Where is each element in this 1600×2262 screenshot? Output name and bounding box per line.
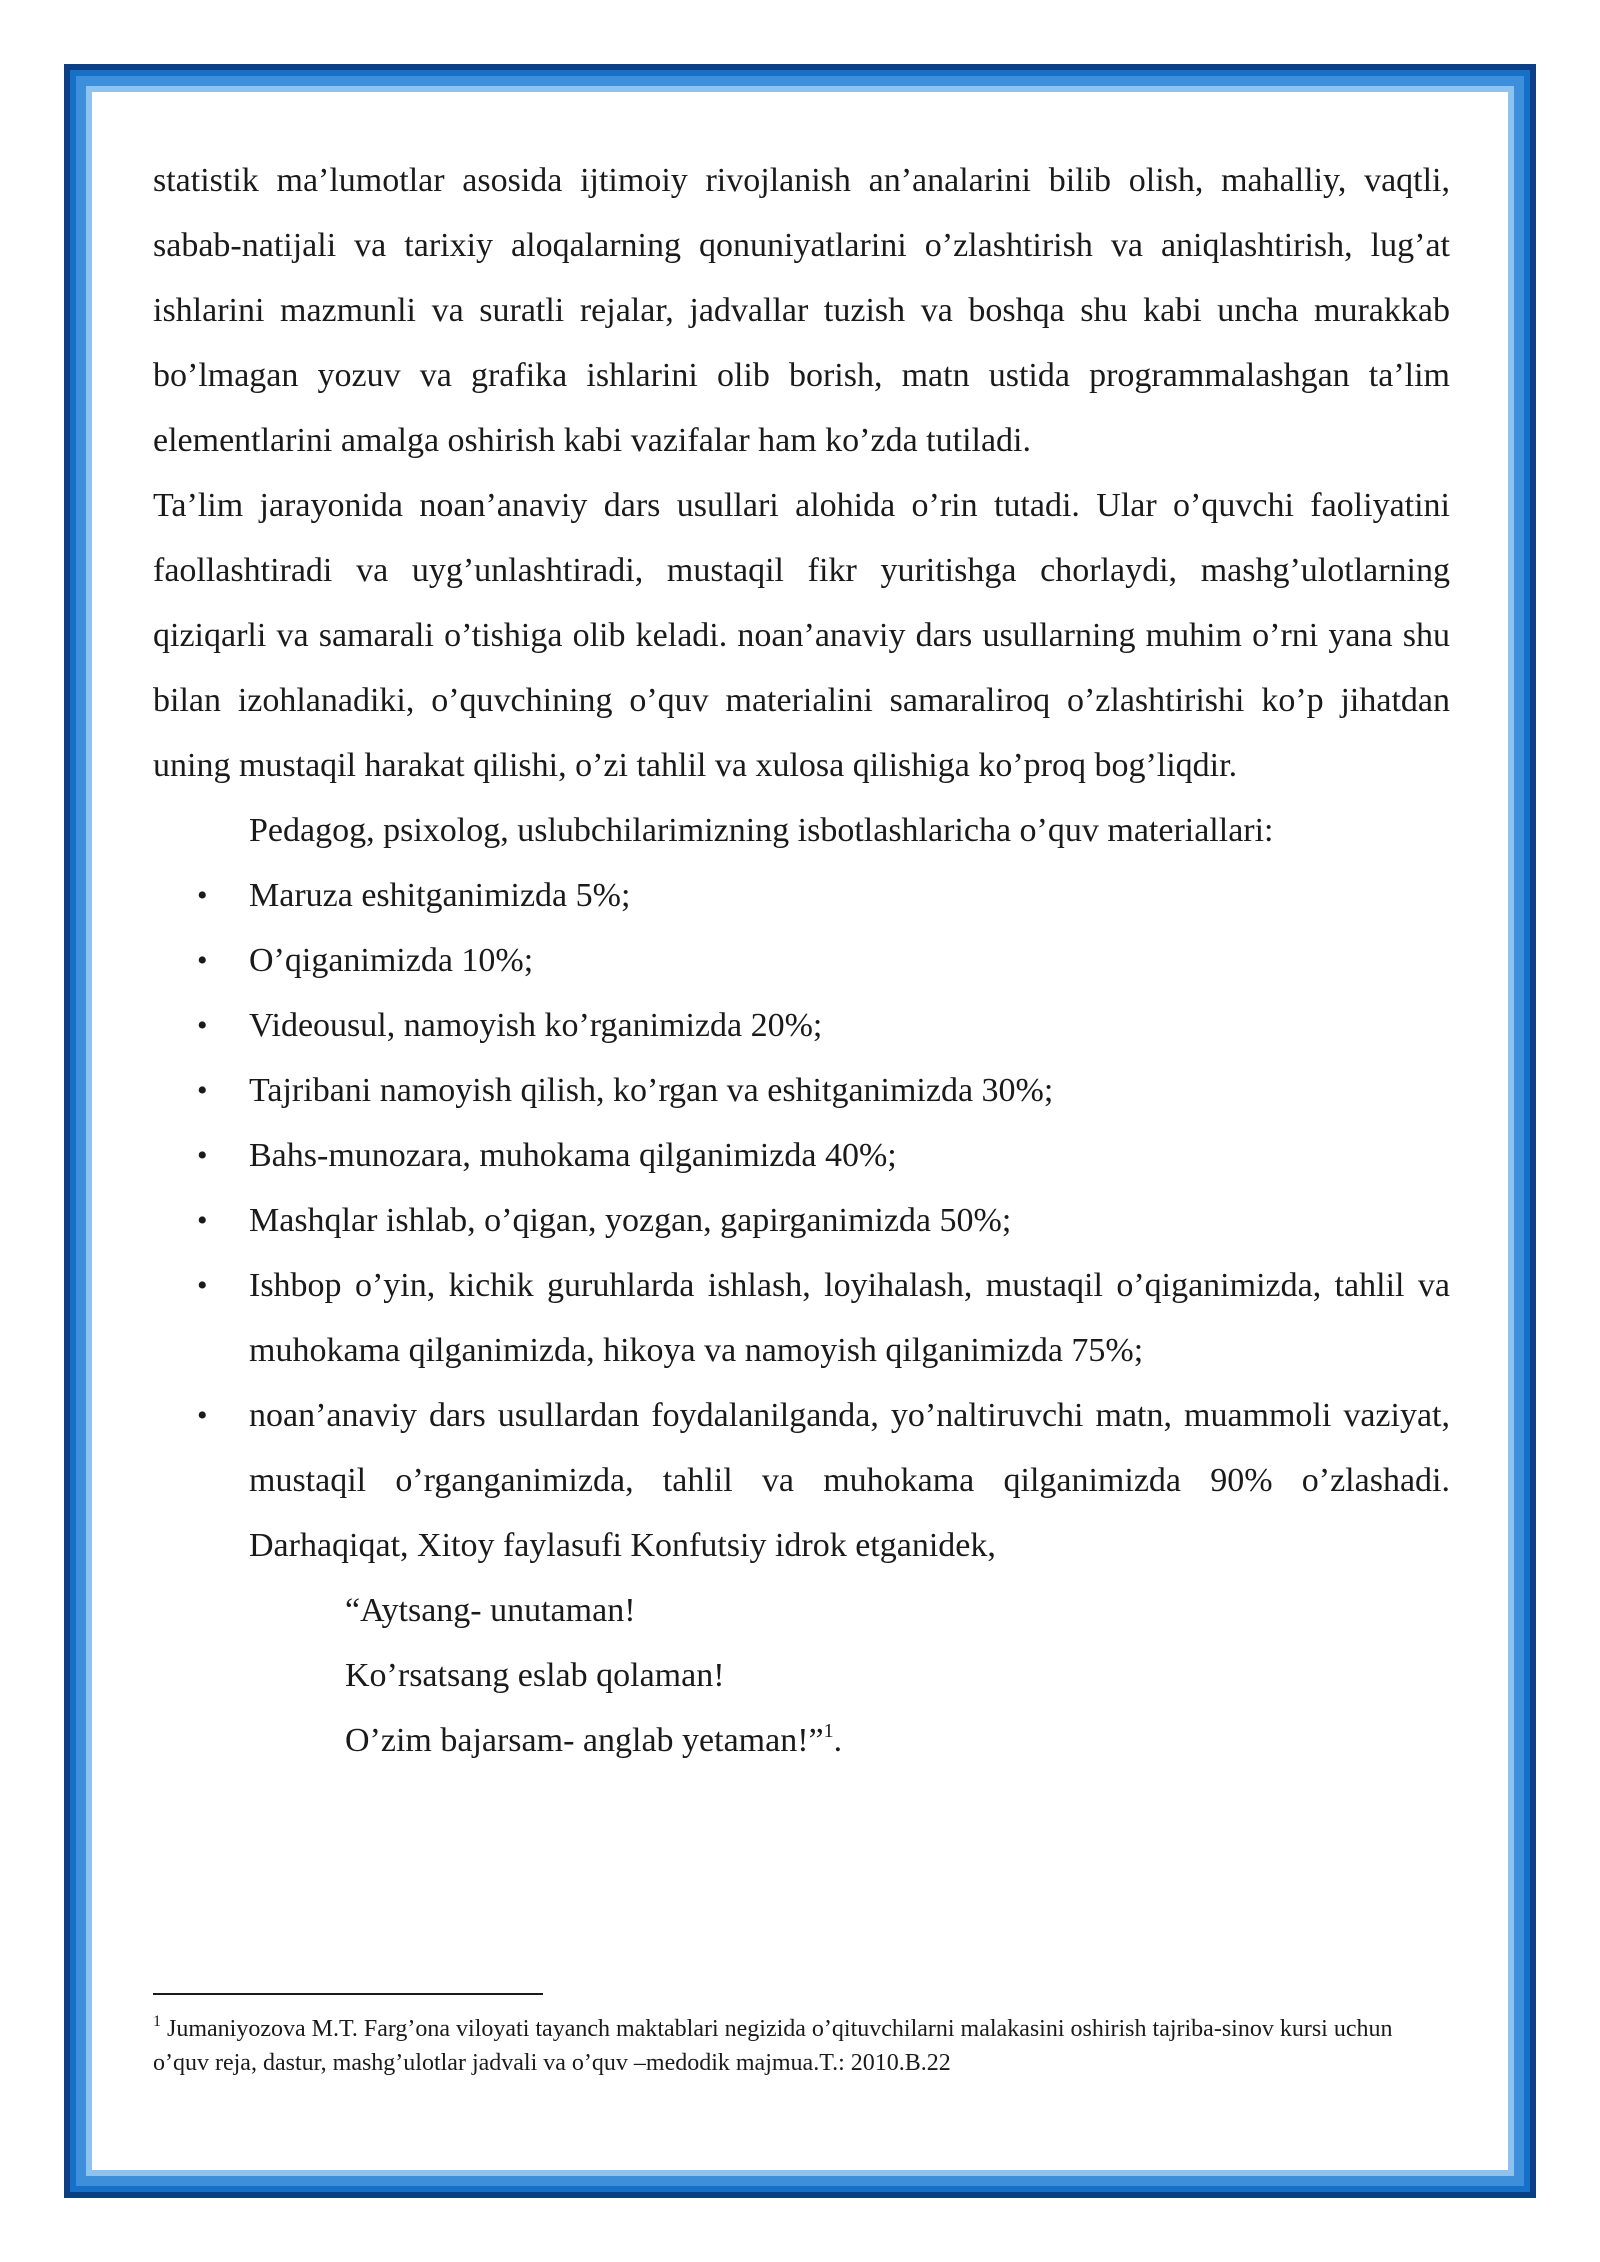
list-item-text: O’qiganimizda 10%; — [249, 942, 534, 979]
quote-line-3 — [153, 1708, 1450, 1773]
quote-line-1: “Aytsang- unutaman! — [345, 1592, 636, 1629]
document-body — [153, 148, 1450, 1773]
bullet-icon: • — [197, 944, 208, 977]
paragraph-intro: statistik ma’lumotlar asosida ijtimoiy rivojlanish an’analarini bilib olish, mahalliy, vaqtli, sabab-natijali va tarixiy aloqalarning qonuniyatlarini o’zlashtirish va aniqlashtirish, lug’at ishlarini mazmunli va suratli rejalar, jadvallar tuzish va boshqa shu kabi uncha murakkab bo’lmagan yozuv va grafika ishlarini olib borish, matn ustida programmalashgan ta’lim elementlarini amalga oshirish kabi vazifalar ham ko’zda tutiladi. — [153, 162, 1450, 459]
list-item — [153, 1383, 1450, 1578]
retention-list — [153, 863, 1450, 1578]
list-item-text: Ishbop o’yin, kichik guruhlarda ishlash, loyihalash, mustaqil o’qiganimizda, tahlil va muhokama qilganimizda, hikoya va namoyish qilganimizda 75%; — [249, 1267, 1450, 1369]
list-item — [153, 928, 1450, 993]
bullet-icon: • — [197, 1139, 208, 1172]
list-item-text: Videousul, namoyish ko’rganimizda 20%; — [249, 1007, 823, 1044]
bullet-icon: • — [197, 1204, 208, 1237]
paragraph-nontraditional-methods: Ta’lim jarayonida noan’anaviy dars usullari alohida o’rin tutadi. Ular o’quvchi faoliyatini faollashtiradi va uyg’unlashtiradi, mustaqil fikr yuritishga chorlaydi, mashg’ulotlarning qiziqarli va samarali o’tishiga olib keladi. noan’anaviy dars usullarning muhim o’rni yana shu bilan izohlanadiki, o’quvchining o’quv materialini samaraliroq o’zlashtirishi ko’p jihatdan uning mustaqil harakat qilishi, o’zi tahlil va xulosa qilishiga ko’proq bog’liqdir. — [153, 487, 1450, 784]
footnote-separator — [153, 1993, 543, 1995]
paragraph-research-lead: Pedagog, psixolog, uslubchilarimizning isbotlashlaricha o’quv materiallari: — [249, 812, 1274, 849]
quote-trailing-period: . — [833, 1722, 843, 1759]
list-item-text: Bahs-munozara, muhokama qilganimizda 40%; — [249, 1137, 897, 1174]
list-item — [153, 1123, 1450, 1188]
list-item — [153, 1058, 1450, 1123]
list-item-text: Mashqlar ishlab, o’qigan, yozgan, gapirganimizda 50%; — [249, 1202, 1012, 1239]
footnote-number: 1 — [153, 2013, 161, 2030]
bullet-icon: • — [197, 879, 208, 912]
bullet-icon: • — [197, 1074, 208, 1107]
list-item-text: noan’anaviy dars usullardan foydalanilganda, yo’naltiruvchi matn, muammoli vaziyat, mustaqil o’rganganimizda, tahlil va muhokama qilganimizda 90% o’zlashadi. Darhaqiqat, Xitoy faylasufi Konfutsiy idrok etganidek, — [249, 1397, 1450, 1564]
list-item — [153, 863, 1450, 928]
list-item-text: Maruza eshitganimizda 5%; — [249, 877, 631, 914]
bullet-icon: • — [197, 1269, 208, 1302]
list-item-text: Tajribani namoyish qilish, ko’rgan va eshitganimizda 30%; — [249, 1072, 1054, 1109]
footnote-reference[interactable]: 1 — [823, 1720, 834, 1742]
footnote — [153, 2012, 1450, 2080]
list-item — [153, 993, 1450, 1058]
list-item — [153, 1188, 1450, 1253]
bullet-icon: • — [197, 1009, 208, 1042]
quote-line-2: Ko’rsatsang eslab qolaman! — [345, 1657, 725, 1694]
quote-line-3-text: O’zim bajarsam- anglab yetaman!” — [345, 1722, 824, 1759]
list-item — [153, 1253, 1450, 1383]
bullet-icon: • — [197, 1399, 208, 1432]
footnote-text: Jumaniyozova M.T. Farg’ona viloyati tayanch maktablari negizida o’qituvchilarni malakasini oshirish tajriba-sinov kursi uchun o’quv reja, dastur, mashg’ulotlar jadvali va o’quv –medodik majmua.T.: 2010.B.22 — [153, 2016, 1393, 2076]
